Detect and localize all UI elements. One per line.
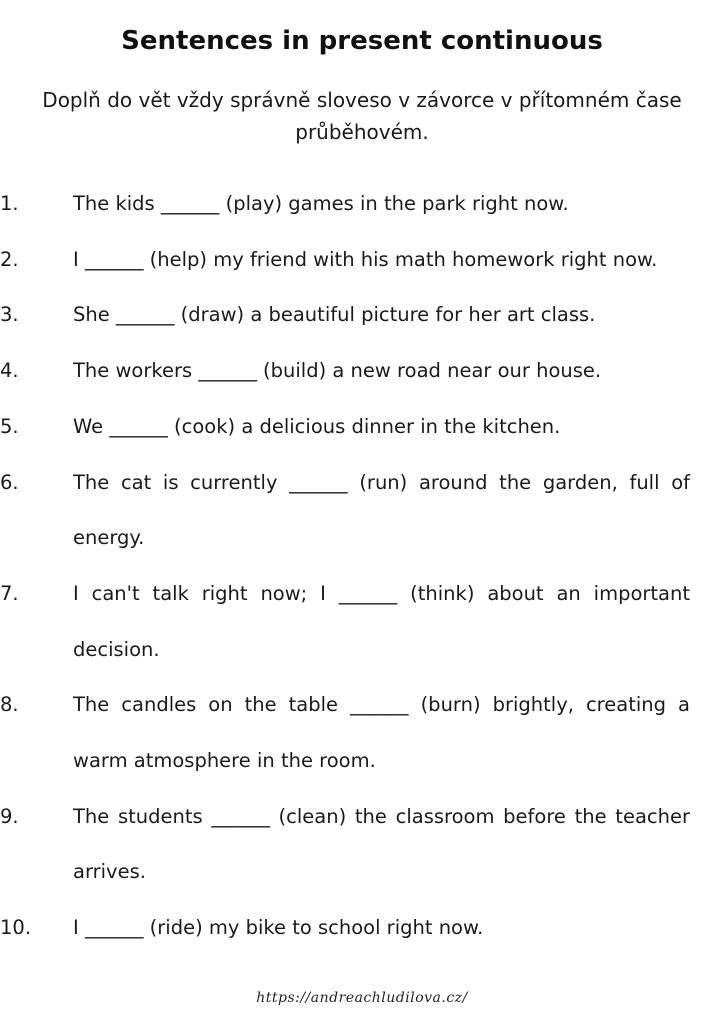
exercise-item (0, 677, 724, 788)
exercise-item (0, 287, 724, 343)
exercise-number: 4. (0, 359, 19, 383)
exercise-number: 9. (0, 804, 19, 828)
exercise-text: I ______ (ride) my bike to school right now. (73, 916, 484, 940)
exercise-number: 2. (0, 247, 19, 271)
exercise-text: I ______ (help) my friend with his math homework right now. (73, 247, 658, 271)
exercise-number: 7. (0, 581, 19, 605)
exercise-text: The cat is currently ______ (run) around the garden, full of energy. (73, 470, 690, 550)
exercise-number: 10. (0, 916, 32, 940)
exercise-item (0, 176, 724, 232)
exercise-item (0, 455, 724, 566)
page-title: Sentences in present continuous (121, 26, 603, 56)
exercise-text: We ______ (cook) a delicious dinner in the kitchen. (73, 414, 561, 438)
exercise-number: 5. (0, 414, 19, 438)
exercise-text: The workers ______ (build) a new road near our house. (73, 359, 602, 383)
exercise-item (0, 232, 724, 288)
instructions: Doplň do vět vždy správně sloveso v závorce v přítomném čase průběhovém. (42, 88, 682, 144)
exercise-item (0, 900, 724, 956)
exercise-number: 1. (0, 192, 19, 215)
exercise-item (0, 566, 724, 677)
footer-url: https://andreachludilova.cz/ (256, 990, 468, 1006)
exercise-text: The candles on the table ______ (burn) brightly, creating a warm atmosphere in the room. (73, 693, 690, 773)
exercise-text: The kids ______ (play) games in the park right now. (73, 192, 569, 215)
exercise-text: She ______ (draw) a beautiful picture for her art class. (73, 303, 596, 327)
exercise-text: I can't talk right now; I ______ (think) about an important decision. (73, 581, 690, 661)
exercise-number: 8. (0, 693, 19, 717)
exercise-item (0, 789, 724, 900)
exercise-number: 3. (0, 303, 19, 327)
exercise-item (0, 399, 724, 455)
exercise-text: The students ______ (clean) the classroom before the teacher arrives. (73, 804, 690, 884)
exercise-number: 6. (0, 470, 19, 494)
exercise-list (0, 176, 724, 956)
exercise-item (0, 343, 724, 399)
